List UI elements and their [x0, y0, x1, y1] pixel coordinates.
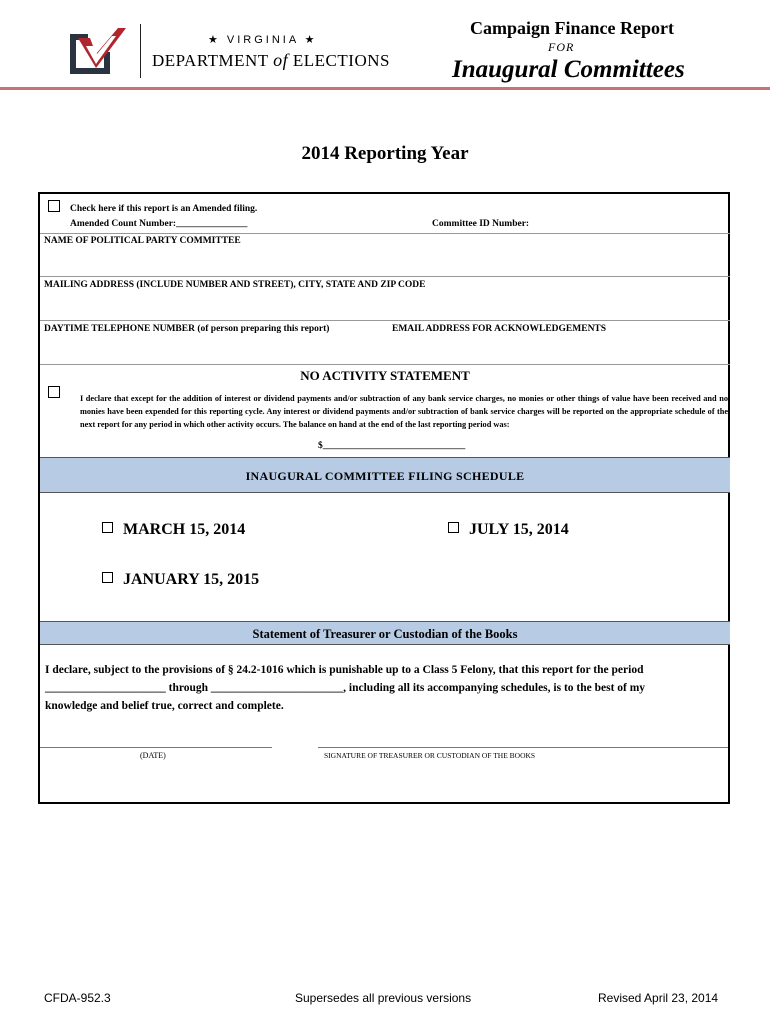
no-activity-checkbox[interactable] — [48, 386, 60, 398]
divider — [40, 320, 730, 321]
mailing-address-field[interactable] — [40, 292, 730, 318]
phone-label: DAYTIME TELEPHONE NUMBER (of person preparing this report) — [44, 324, 330, 334]
org-name — [152, 50, 390, 71]
org-department: DEPARTMENT — [152, 51, 269, 70]
form-number: CFDA-952.3 — [44, 991, 111, 1005]
january-label: JANUARY 15, 2015 — [123, 571, 260, 588]
supersedes-note: Supersedes all previous versions — [295, 991, 472, 1005]
checkmark-logo-icon — [66, 24, 128, 78]
email-label: EMAIL ADDRESS FOR ACKNOWLEDGEMENTS — [392, 324, 607, 334]
checkbox-icon[interactable] — [448, 522, 459, 533]
option-march-2014[interactable] — [102, 521, 245, 539]
org-virginia: ★ VIRGINIA ★ — [208, 34, 318, 46]
date-line[interactable] — [40, 747, 272, 748]
report-title: Campaign Finance Report — [470, 18, 674, 38]
checkbox-icon[interactable] — [102, 572, 113, 583]
balance-field[interactable]: $______________________________ — [318, 441, 466, 451]
option-july-2014[interactable] — [448, 521, 569, 539]
option-january-2015[interactable] — [102, 571, 259, 589]
declaration-line-2[interactable]: _____________________ through _______________________, including all its accompanying schedules, is to the best of my — [45, 682, 646, 694]
party-committee-label: NAME OF POLITICAL PARTY COMMITTEE — [44, 236, 241, 246]
revised-date: Revised April 23, 2014 — [598, 991, 719, 1005]
org-elections: ELECTIONS — [292, 51, 390, 70]
treasurer-declaration — [45, 661, 725, 715]
logo-divider — [140, 24, 141, 78]
filing-schedule-header: INAUGURAL COMMITTEE FILING SCHEDULE — [40, 457, 730, 493]
declaration-line-1: I declare, subject to the provisions of § 24.2-1016 which is punishable up to a Class 5 Felony, that this report for the period — [45, 664, 644, 676]
divider — [40, 233, 730, 234]
date-label: (DATE) — [140, 751, 166, 760]
no-activity-text: I declare that except for the addition of interest or dividend payments and/or subtraction of any bank service charges, no monies or other things of value have been received and no monies have been expended for this reporting cycle. Any interest or dividend payments and/or subtraction of bank service charges will be reported on the appropriate schedule of the next report for any period in which other activity occurs. The balance on hand at the end of the last reporting period was: — [80, 394, 728, 429]
signature-line[interactable] — [318, 747, 728, 748]
july-label: JULY 15, 2014 — [469, 521, 569, 538]
report-for: FOR — [548, 40, 575, 54]
amended-label: Check here if this report is an Amended filing. — [70, 204, 258, 214]
divider — [40, 276, 730, 277]
statement-header: Statement of Treasurer or Custodian of the Books — [40, 621, 730, 645]
header-rule — [0, 87, 770, 90]
declaration-line-3: knowledge and belief true, correct and complete. — [45, 700, 284, 712]
phone-field[interactable] — [40, 336, 385, 362]
email-field[interactable] — [390, 336, 728, 362]
reporting-year: 2014 Reporting Year — [301, 143, 469, 164]
no-activity-title: NO ACTIVITY STATEMENT — [300, 368, 470, 383]
org-of: of — [273, 50, 289, 70]
report-subtitle: Inaugural Committees — [452, 56, 685, 83]
march-label: MARCH 15, 2014 — [123, 521, 246, 538]
amended-count-label[interactable]: Amended Count Number:_______________ — [70, 219, 248, 229]
amended-checkbox[interactable] — [48, 200, 60, 212]
mailing-address-label: MAILING ADDRESS (INCLUDE NUMBER AND STREET), CITY, STATE AND ZIP CODE — [44, 280, 426, 290]
divider — [40, 364, 730, 365]
party-committee-field[interactable] — [40, 248, 730, 274]
committee-id-label[interactable]: Committee ID Number: — [432, 219, 530, 229]
signature-label: SIGNATURE OF TREASURER OR CUSTODIAN OF THE BOOKS — [324, 751, 536, 760]
checkbox-icon[interactable] — [102, 522, 113, 533]
virginia-elections-logo — [66, 24, 128, 78]
